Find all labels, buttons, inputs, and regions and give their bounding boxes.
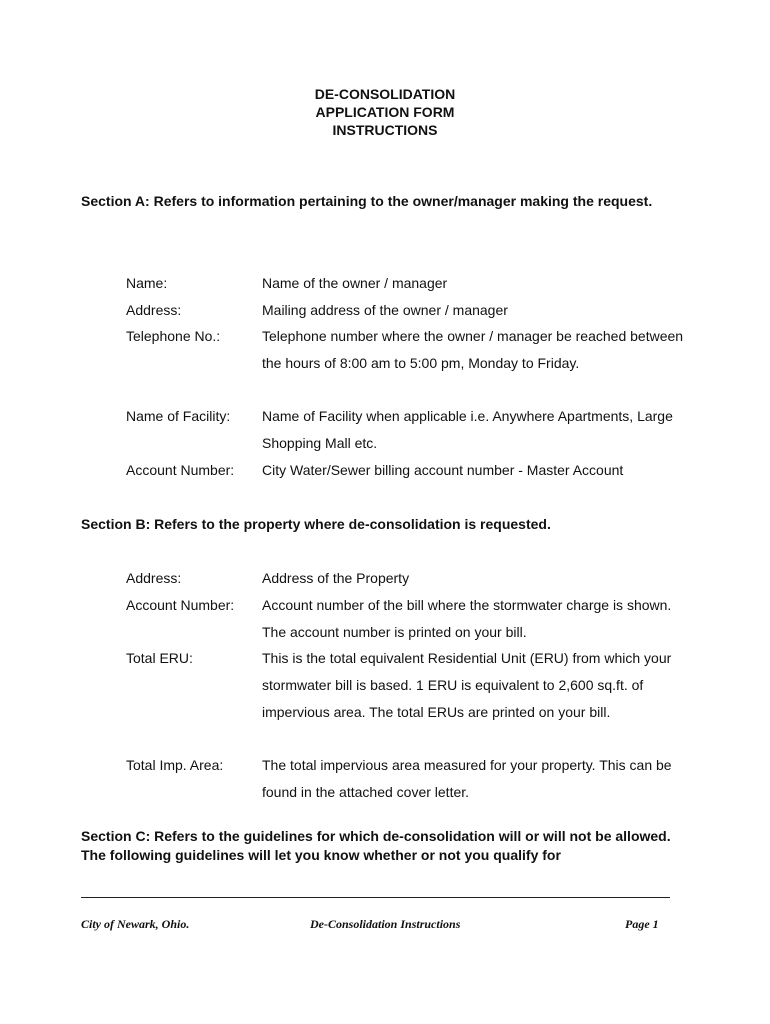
row-description: Telephone number where the owner / manager be reached between the hours of 8:00 am to 5:00 pm, Monday to Friday. [262,328,684,371]
footer-divider [81,897,670,898]
row-label: Name: [126,275,168,291]
row-label: Telephone No.: [126,328,221,344]
row-label: Address: [126,302,182,318]
section-b-heading: Section B: Refers to the property where de-consolidation is requested. [81,516,551,532]
row-label: Total ERU: [126,650,193,666]
row-description: This is the total equivalent Residential Unit (ERU) from which your stormwater bill is based. 1 ERU is equivalent to 2,600 sq.ft. of impervious area. The total ERUs are printed on your bill. [262,650,672,720]
document-title [0,85,770,139]
row-label: Name of Facility: [126,408,231,424]
row-label: Account Number: [126,462,235,478]
title-line-2: APPLICATION FORM [315,104,455,120]
row-description: The total impervious area measured for your property. This can be found in the attached cover letter. [262,757,672,800]
title-line-3: INSTRUCTIONS [332,122,438,138]
row-description: Account number of the bill where the stormwater charge is shown. The account number is printed on your bill. [262,597,672,640]
title-line-1: DE-CONSOLIDATION [314,86,456,102]
footer-center: De-Consolidation Instructions [310,917,461,931]
section-a-heading: Section A: Refers to information pertaining to the owner/manager making the request. [81,193,653,209]
row-description: Address of the Property [262,570,410,586]
row-description: Name of Facility when applicable i.e. Anywhere Apartments, Large Shopping Mall etc. [262,408,673,451]
footer-page-number: Page 1 [625,917,659,931]
section-c-heading: Section C: Refers to the guidelines for which de-consolidation will or will not be allowed. The following guidelines will let you know whether or not you qualify for [81,828,671,863]
row-description: Mailing address of the owner / manager [262,302,508,318]
row-description: City Water/Sewer billing account number - Master Account [262,462,624,478]
row-description: Name of the owner / manager [262,275,448,291]
row-label: Account Number: [126,597,235,613]
row-label: Total Imp. Area: [126,757,224,773]
footer-left: City of Newark, Ohio. [81,917,190,931]
row-label: Address: [126,570,182,586]
